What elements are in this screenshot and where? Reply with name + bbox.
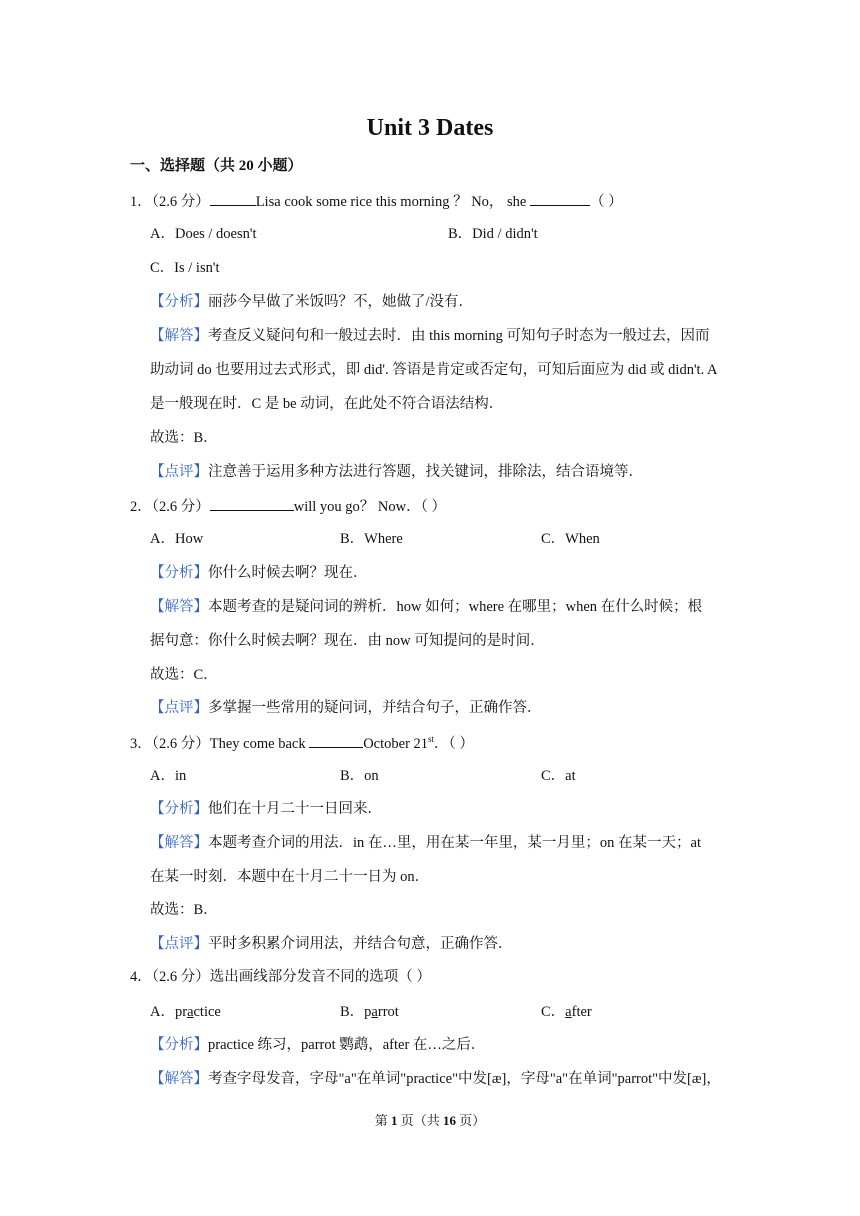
question-3-comment: 【点评】平时多积累介词用法，并结合句意，正确作答． xyxy=(150,936,513,952)
section-heading: 一、选择题（共 20 小题） xyxy=(130,158,303,174)
answer-blank xyxy=(210,190,256,206)
question-4-option-b: B．parrot xyxy=(340,1004,399,1020)
question-2-number: 2．（2.6 分） xyxy=(130,499,210,515)
question-3-answer: 故选：B． xyxy=(150,902,218,918)
question-1-option-a: A．Does / doesn't xyxy=(150,226,257,242)
answer-blank xyxy=(210,495,294,511)
question-3-option-b: B．on xyxy=(340,768,379,784)
total-page-count: 16 xyxy=(443,1113,456,1128)
question-3-number: 3．（2.6 分）They come back xyxy=(130,736,310,752)
question-3-option-a: A．in xyxy=(150,768,187,784)
question-1-answer: 故选：B． xyxy=(150,430,218,446)
question-1-solution: 【解答】考查反义疑问句和一般过去时．由 this morning 可知句子时态为一般过去，因而 xyxy=(150,328,710,344)
question-2-comment: 【点评】多掌握一些常用的疑问词，并结合句子，正确作答． xyxy=(150,700,542,716)
question-1-solution-line-2: 助动词 do 也要用过去式形式，即 did'. 答语是肯定或否定句，可知后面应为 did 或 didn't. A xyxy=(150,362,718,378)
page-title: Unit 3 Dates xyxy=(366,115,494,141)
question-3-option-c: C．at xyxy=(541,768,576,784)
question-1-stem: 1．（2.6 分） Lisa cook some rice this morning ？ No， she （ ） xyxy=(130,190,623,212)
question-3-stem: 3．（2.6 分）They come back October 21st．（ ） xyxy=(130,734,474,752)
question-1-number: 1．（2.6 分） xyxy=(130,194,210,210)
current-page-number: 1 xyxy=(390,1113,398,1128)
question-2-answer: 故选：C． xyxy=(150,667,218,683)
question-4-stem: 4．（2.6 分）选出画线部分发音不同的选项（ ） xyxy=(130,969,431,985)
question-2-option-c: C．When xyxy=(541,531,600,547)
question-4-solution: 【解答】考查字母发音，字母"a"在单词"practice"中发[æ]，字母"a"在单词"parrot"中发[æ]， xyxy=(150,1071,721,1087)
question-1-option-b: B．Did / didn't xyxy=(448,226,538,242)
question-4-option-a: A．practice xyxy=(150,1004,221,1020)
answer-blank xyxy=(309,732,363,748)
question-2-option-b: B．Where xyxy=(340,531,403,547)
question-2-solution-line-2: 据句意：你什么时候去啊？现在．由 now 可知提问的是时间． xyxy=(150,633,545,649)
question-3-analysis: 【分析】他们在十月二十一日回来． xyxy=(150,801,382,817)
question-2-stem: 2．（2.6 分） will you go？ Now．（ ） xyxy=(130,495,446,517)
question-4-option-c: C．after xyxy=(541,1004,592,1020)
question-1-solution-line-3: 是一般现在时．C 是 be 动词，在此处不符合语法结构． xyxy=(150,396,504,412)
page-footer: 第 1 页（共 16 页） xyxy=(374,1113,486,1128)
question-2-solution: 【解答】本题考查的是疑问词的辨析．how 如何；where 在哪里；when 在什么时候；根 xyxy=(150,599,703,615)
question-1-analysis: 【分析】丽莎今早做了米饭吗？不，她做了/没有． xyxy=(150,294,474,310)
answer-blank xyxy=(530,190,590,206)
question-2-option-a: A．How xyxy=(150,531,204,547)
question-3-solution: 【解答】本题考查介词的用法．in 在…里，用在某一年里，某一月里；on 在某一天；at xyxy=(150,835,701,851)
question-4-analysis: 【分析】practice 练习，parrot 鹦鹉，after 在…之后． xyxy=(150,1037,486,1053)
question-1-option-c: C．Is / isn't xyxy=(150,260,220,276)
question-1-comment: 【点评】注意善于运用多种方法进行答题，找关键词，排除法，结合语境等． xyxy=(150,464,643,480)
question-2-analysis: 【分析】你什么时候去啊？现在． xyxy=(150,565,368,581)
question-3-solution-line-2: 在某一时刻．本题中在十月二十一日为 on． xyxy=(150,869,430,885)
